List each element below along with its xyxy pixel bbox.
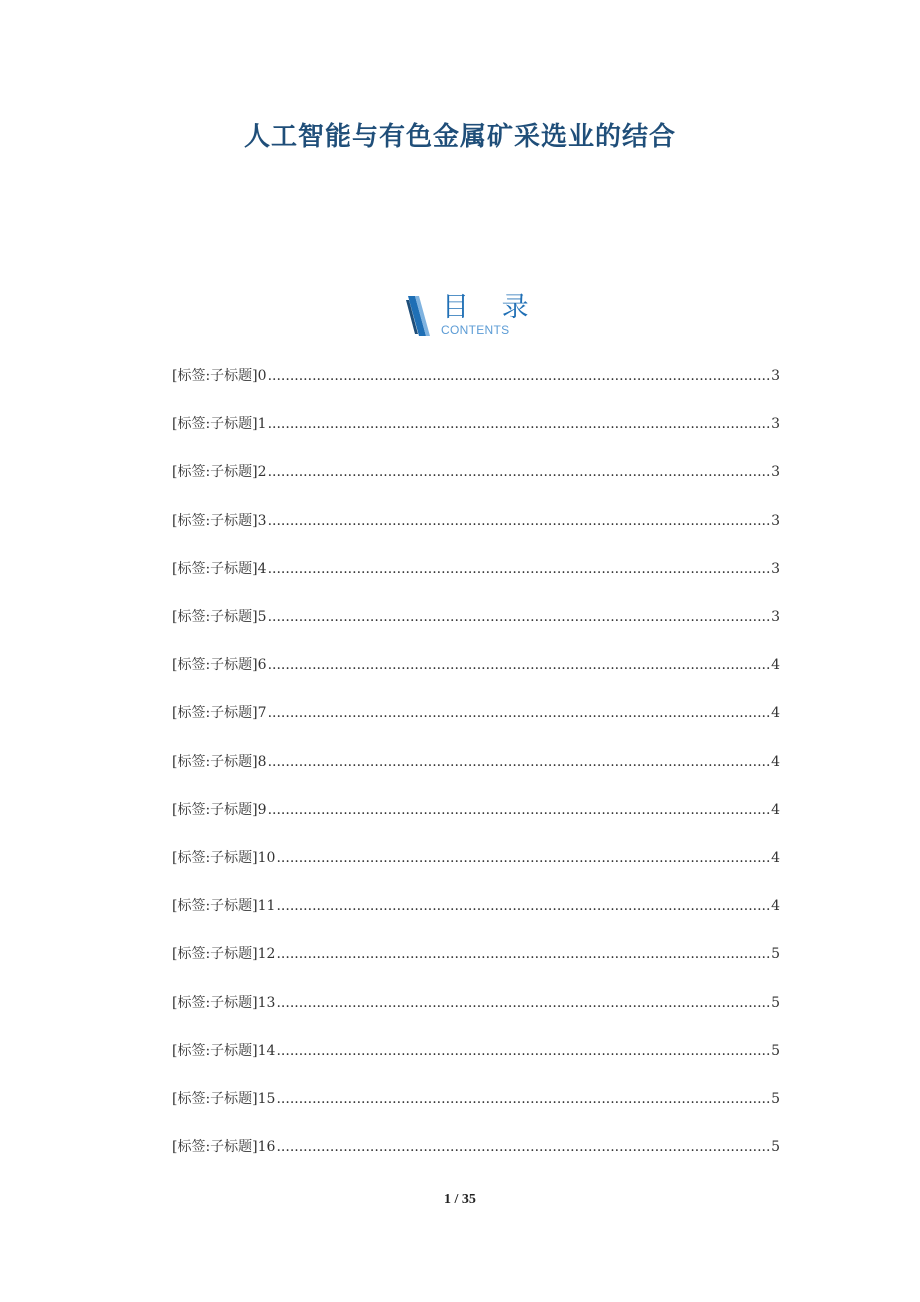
toc-dot-leader <box>268 606 771 628</box>
toc-dot-leader <box>268 751 771 773</box>
toc-entry-page-number: 5 <box>771 946 780 963</box>
toc-entry[interactable] <box>172 461 780 483</box>
toc-dot-leader <box>268 461 771 483</box>
toc-entry-page-number: 4 <box>771 898 780 915</box>
toc-dot-leader <box>276 943 770 965</box>
toc-entry-label: [标签:子标题]0 <box>172 368 267 384</box>
toc-entry-page-number: 3 <box>771 368 780 384</box>
toc-entry-page-number: 3 <box>771 609 780 625</box>
toc-entry-page-number: 4 <box>771 850 780 866</box>
toc-dot-leader <box>276 1136 770 1158</box>
toc-entry-label: [标签:子标题]8 <box>172 753 267 770</box>
toc-entry-label: [标签:子标题]12 <box>172 946 276 963</box>
toc-entry-page-number: 3 <box>771 512 780 529</box>
toc-dot-leader <box>276 895 770 917</box>
toc-entry-page-number: 4 <box>771 657 780 674</box>
toc-dot-leader <box>268 558 771 580</box>
toc-entry-label: [标签:子标题]11 <box>172 898 276 915</box>
toc-entry-page-number: 3 <box>771 560 780 577</box>
toc-entry-page-number: 3 <box>771 416 780 433</box>
toc-entry[interactable] <box>172 1040 780 1062</box>
toc-entry-label: [标签:子标题]2 <box>172 464 267 481</box>
toc-entry[interactable] <box>172 799 780 821</box>
toc-dot-leader <box>276 847 770 869</box>
toc-entry-label: [标签:子标题]3 <box>172 512 267 529</box>
toc-entry[interactable] <box>172 751 780 773</box>
toc-dot-leader <box>276 992 770 1014</box>
toc-header <box>406 292 541 340</box>
toc-entry-label: [标签:子标题]15 <box>172 1091 276 1107</box>
toc-dot-leader <box>268 413 771 435</box>
toc-entry[interactable] <box>172 895 780 917</box>
toc-entry-page-number: 5 <box>771 994 780 1011</box>
toc-dot-leader <box>268 702 771 724</box>
toc-entry[interactable] <box>172 654 780 676</box>
toc-entry-page-number: 5 <box>771 1042 780 1059</box>
toc-dot-leader <box>276 1088 770 1110</box>
toc-dot-leader <box>268 799 771 821</box>
document-title: 人工智能与有色金属矿采选业的结合 <box>243 122 676 152</box>
toc-entry-label: [标签:子标题]10 <box>172 850 276 866</box>
toc-entry[interactable] <box>172 1136 780 1158</box>
toc-entry[interactable] <box>172 943 780 965</box>
toc-heading: 目 录 <box>442 292 541 323</box>
book-spine-icon <box>406 296 432 338</box>
toc-entry-label: [标签:子标题]1 <box>172 416 267 433</box>
toc-entry[interactable] <box>172 365 780 387</box>
toc-subheading: CONTENTS <box>441 323 510 337</box>
toc-entry-label: [标签:子标题]7 <box>172 705 267 722</box>
toc-entry[interactable] <box>172 510 780 532</box>
toc-entry-page-number: 5 <box>771 1139 780 1156</box>
toc-entry[interactable] <box>172 1088 780 1110</box>
toc-entry-label: [标签:子标题]9 <box>172 801 267 818</box>
toc-dot-leader <box>268 365 771 387</box>
toc-entry-label: [标签:子标题]16 <box>172 1139 276 1156</box>
toc-dot-leader <box>276 1040 770 1062</box>
toc-entry-page-number: 3 <box>771 464 780 481</box>
toc-entry-page-number: 4 <box>771 753 780 770</box>
toc-entry-page-number: 4 <box>771 705 780 722</box>
toc-entry[interactable] <box>172 606 780 628</box>
toc-dot-leader <box>268 510 771 532</box>
toc-entry-label: [标签:子标题]14 <box>172 1042 276 1059</box>
toc-entry-label: [标签:子标题]6 <box>172 657 267 674</box>
toc-entry[interactable] <box>172 702 780 724</box>
toc-entry-label: [标签:子标题]5 <box>172 609 267 625</box>
toc-entry[interactable] <box>172 992 780 1014</box>
toc-entry-page-number: 5 <box>771 1091 780 1107</box>
toc-dot-leader <box>268 654 771 676</box>
toc-entry[interactable] <box>172 413 780 435</box>
toc-entry-label: [标签:子标题]13 <box>172 994 276 1011</box>
toc-entry[interactable] <box>172 847 780 869</box>
toc-entry-label: [标签:子标题]4 <box>172 560 267 577</box>
toc-entry[interactable] <box>172 558 780 580</box>
toc-entry-page-number: 4 <box>771 801 780 818</box>
page-indicator: 1 / 35 <box>444 1192 476 1207</box>
